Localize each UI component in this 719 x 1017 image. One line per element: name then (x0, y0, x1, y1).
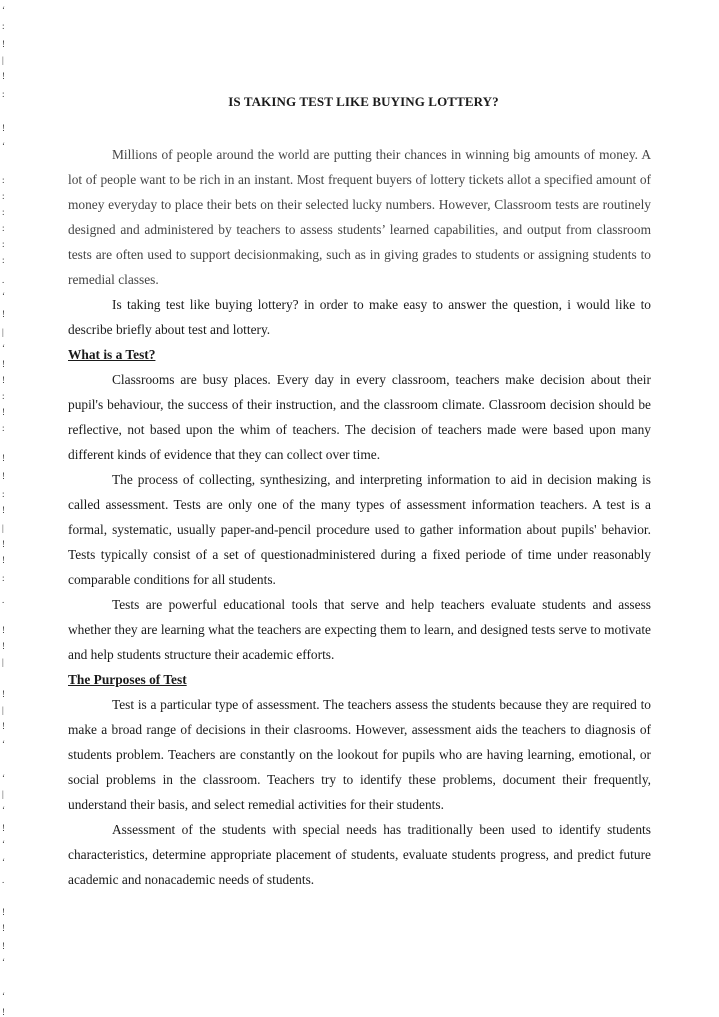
left-margin-marks: ‘ : ! | ! : ! ‘ : : : : : : . ‘ ! | ‘ ! ! : ! : ! ! : ! | ! ! : . ! ! | ! | ! ‘ ‘ | ‘ ! ‘ ‘ . ! ! ! ‘ ‘ ! (2, 5, 5, 1017)
section-heading-what-is-a-test: What is a Test? (68, 347, 156, 362)
intro-paragraph-2: Is taking test like buying lottery? in order to make easy to answer the question, i would like to describe briefly about test and lottery. (68, 297, 651, 337)
document-page (68, 92, 651, 892)
section2-paragraph-2: Assessment of the students with special needs has traditionally been used to identify students characteristics, determine appropriate placement of students, evaluate students progress, and predict future academic and nonacademic needs of students. (68, 822, 651, 887)
section1-paragraph-2: The process of collecting, synthesizing, and interpreting information to aid in decision making is called assessment. Tests are only one of the many types of assessment information teachers. A test is a formal, systematic, usually paper-and-pencil procedure used to gather information about pupils' behavior. Tests typically consist of a set of questionadministered during a fixed periode of time under reasonably comparable conditions for all students. (68, 472, 651, 587)
section1-paragraph-3: Tests are powerful educational tools that serve and help teachers evaluate students and assess whether they are learning what the teachers are expecting them to learn, and designed tests serve to motivate and help students structure their academic efforts. (68, 597, 651, 662)
intro-paragraph-1: Millions of people around the world are putting their chances in winning big amounts of money. A lot of people want to be rich in an instant. Most frequent buyers of lottery tickets allot a specified amount of money everyday to place their bets on their selected lucky numbers. However, Classroom tests are routinely designed and administered by teachers to assess students’ learned capabilities, and output from classroom tests are often used to support decisionmaking, such as in giving grades to students or assigning students to remedial classes. (68, 147, 651, 287)
section2-paragraph-1: Test is a particular type of assessment. The teachers assess the students because they are required to make a broad range of decisions in their clasrooms. However, assessment aids the teachers to diagnosis of students problem. Teachers are constantly on the lookout for pupils who are having learning, emotional, or social problems in the classroom. Teachers try to identify these problems, document their frequently, understand their basis, and select remedial activities for their students. (68, 697, 651, 812)
document-title: IS TAKING TEST LIKE BUYING LOTTERY? (228, 94, 499, 109)
section-heading-purposes-of-test: The Purposes of Test (68, 672, 187, 687)
section1-paragraph-1: Classrooms are busy places. Every day in every classroom, teachers make decision about their pupil's behaviour, the success of their instruction, and the classroom climate. Classroom decision should be reflective, not based upon the whim of teachers. The decision of teachers made were based upon many different kinds of evidence that they can collect over time. (68, 372, 651, 462)
